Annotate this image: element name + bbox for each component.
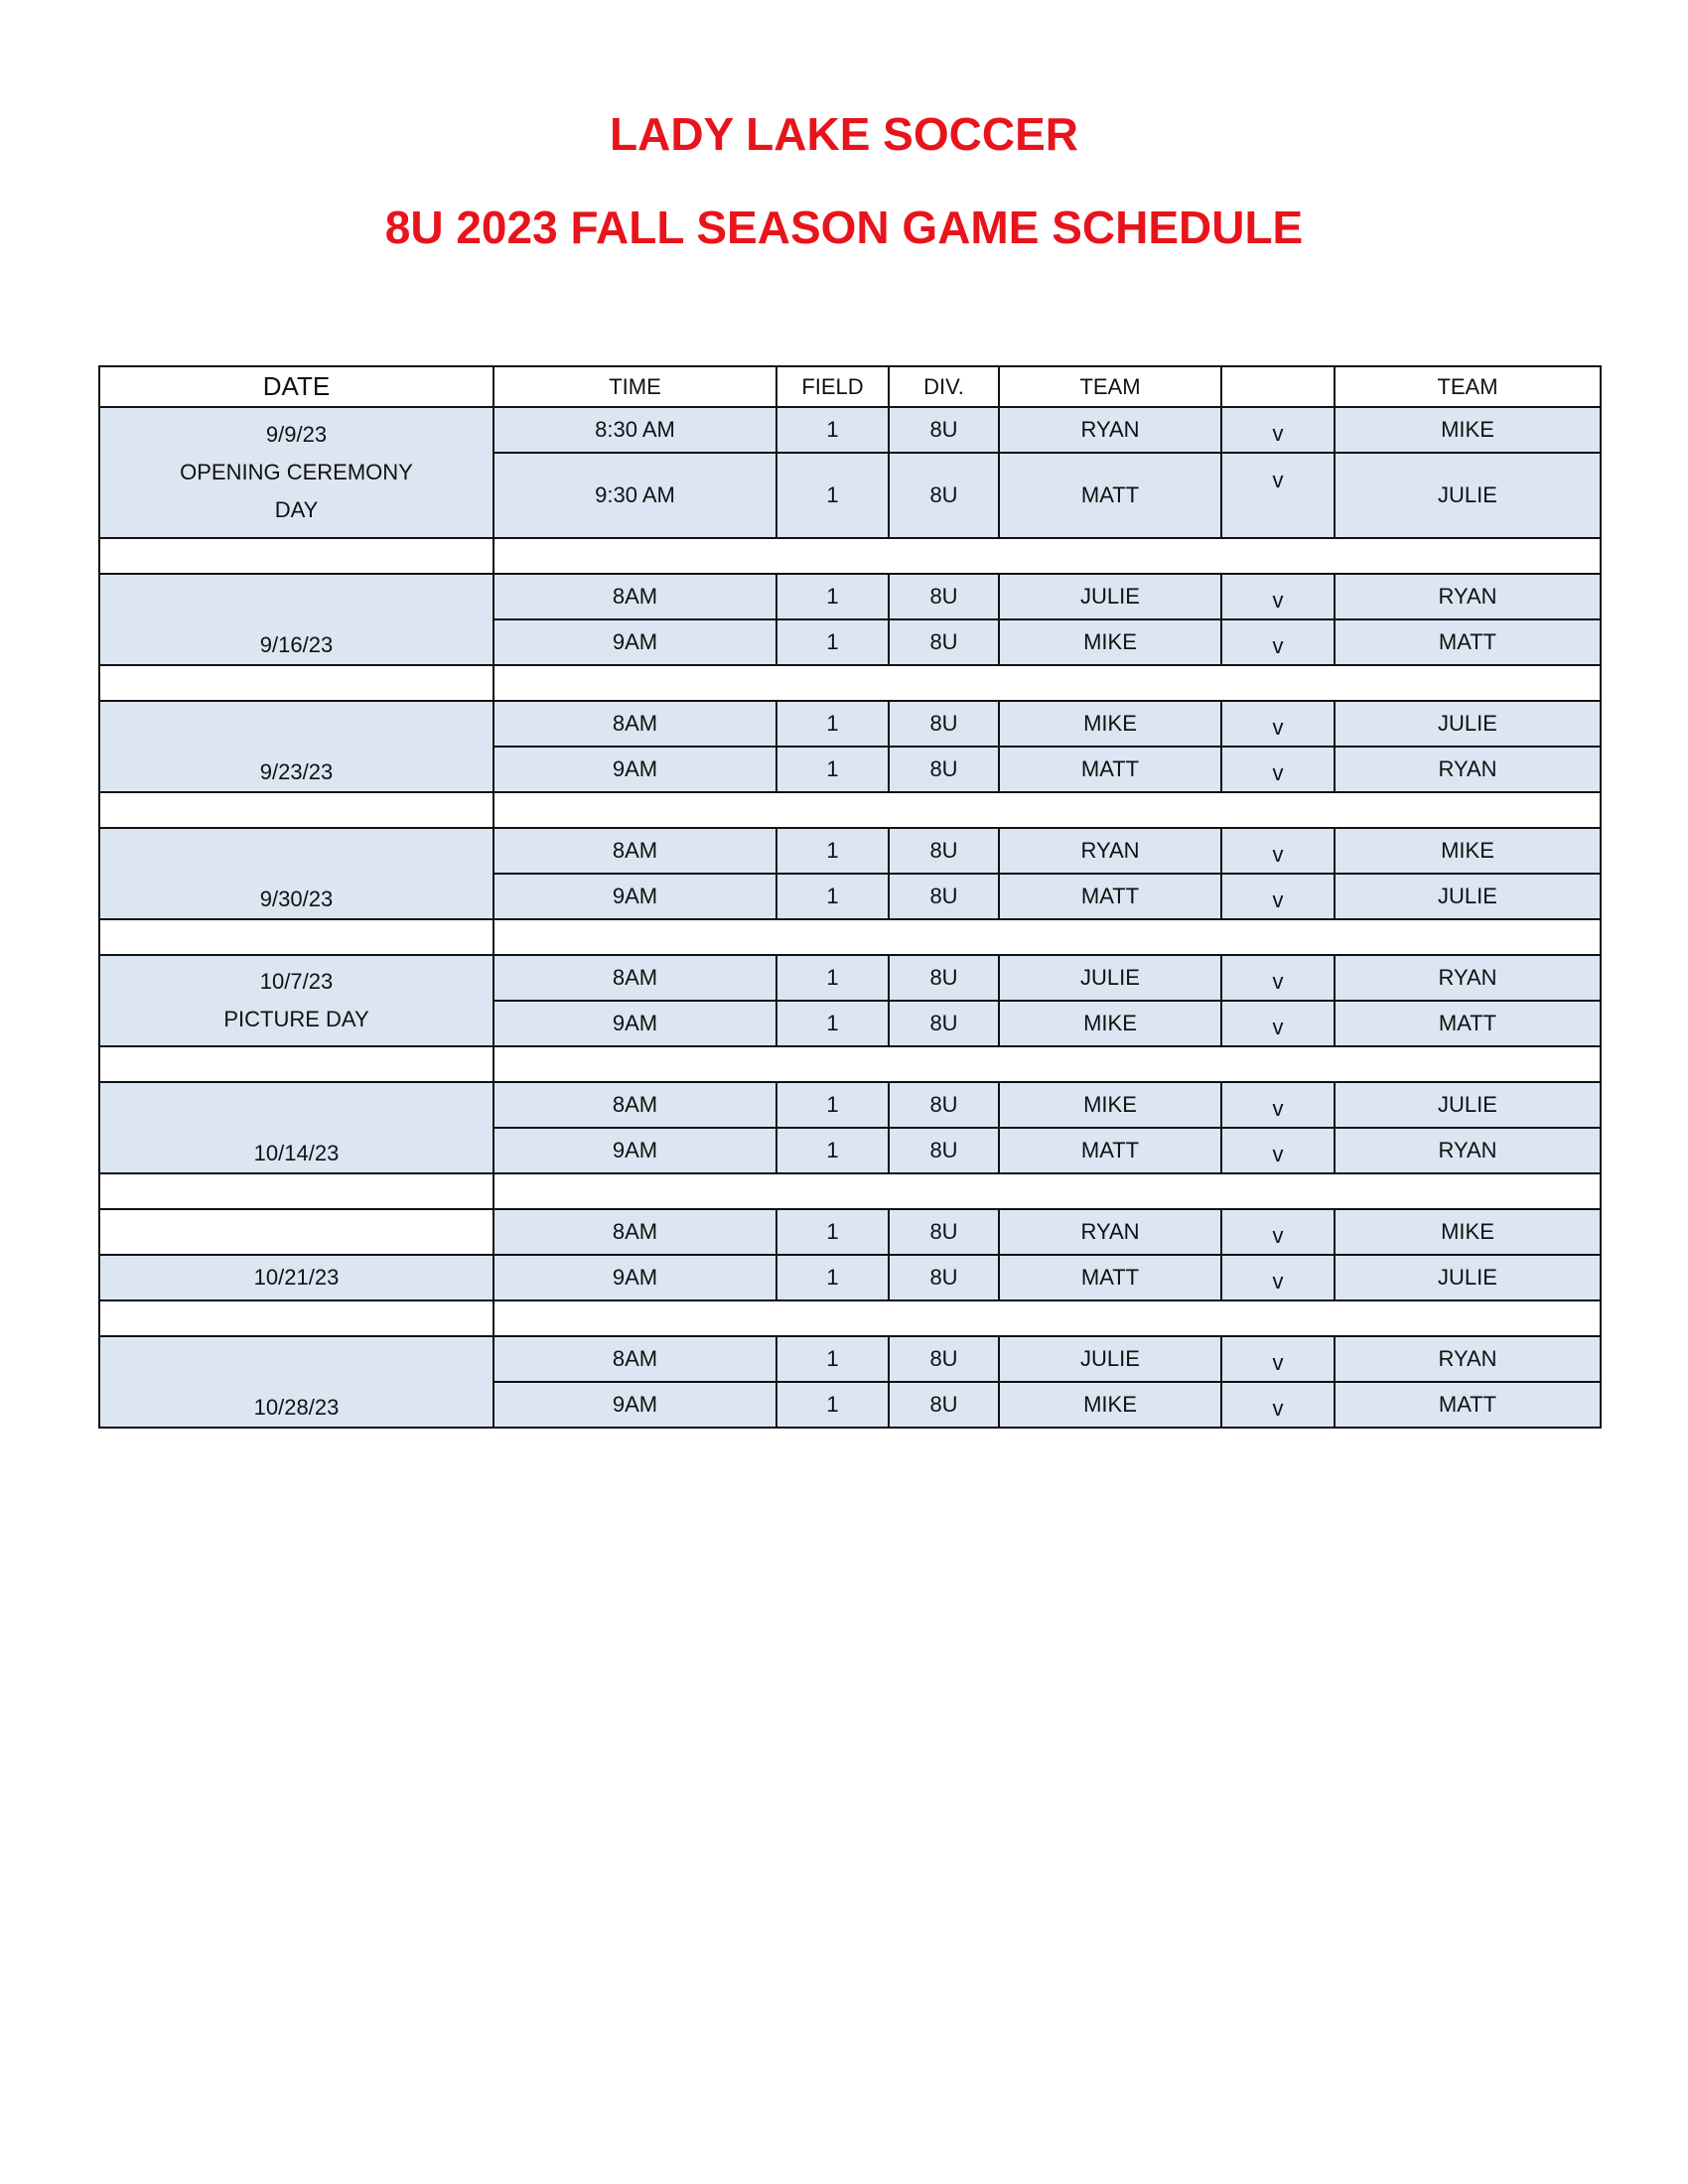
away-team: JULIE bbox=[1335, 874, 1601, 919]
home-team: RYAN bbox=[999, 1209, 1221, 1255]
date-note: OPENING CEREMONY bbox=[180, 460, 413, 484]
away-team: RYAN bbox=[1335, 1336, 1601, 1382]
game-division: 8U bbox=[889, 1128, 999, 1173]
home-team: MATT bbox=[999, 1128, 1221, 1173]
game-time: 8AM bbox=[493, 955, 776, 1001]
game-division: 8U bbox=[889, 1382, 999, 1428]
versus-label: v bbox=[1221, 1128, 1335, 1173]
game-time: 9AM bbox=[493, 1128, 776, 1173]
date-cell bbox=[99, 407, 493, 538]
versus-label: v bbox=[1221, 407, 1335, 453]
game-division: 8U bbox=[889, 747, 999, 792]
versus-label: v bbox=[1221, 619, 1335, 665]
spacer-row bbox=[99, 538, 1601, 574]
versus-label: v bbox=[1221, 453, 1335, 538]
away-team: JULIE bbox=[1335, 1082, 1601, 1128]
date-note: DAY bbox=[274, 497, 319, 522]
away-team: RYAN bbox=[1335, 747, 1601, 792]
versus-label: v bbox=[1221, 874, 1335, 919]
game-field: 1 bbox=[776, 1128, 889, 1173]
game-division: 8U bbox=[889, 453, 999, 538]
home-team: JULIE bbox=[999, 955, 1221, 1001]
date-label: 10/7/23 bbox=[259, 969, 334, 994]
versus-label: v bbox=[1221, 701, 1335, 747]
spacer-row bbox=[99, 1300, 1601, 1336]
away-team: RYAN bbox=[1335, 574, 1601, 619]
col-header-team-home: TEAM bbox=[999, 366, 1221, 407]
page-subtitle: 8U 2023 FALL SEASON GAME SCHEDULE bbox=[384, 202, 1304, 253]
home-team: MIKE bbox=[999, 701, 1221, 747]
date-label: 9/9/23 bbox=[265, 422, 328, 447]
away-team: MIKE bbox=[1335, 407, 1601, 453]
game-division: 8U bbox=[889, 407, 999, 453]
date-cell bbox=[99, 1082, 493, 1173]
game-row bbox=[99, 1209, 1601, 1255]
home-team: MIKE bbox=[999, 1382, 1221, 1428]
date-label: 9/30/23 bbox=[259, 887, 334, 911]
home-team: RYAN bbox=[999, 828, 1221, 874]
game-time: 8AM bbox=[493, 1082, 776, 1128]
game-division: 8U bbox=[889, 1001, 999, 1046]
game-field: 1 bbox=[776, 619, 889, 665]
versus-label: v bbox=[1221, 1382, 1335, 1428]
game-time: 8AM bbox=[493, 828, 776, 874]
home-team: JULIE bbox=[999, 1336, 1221, 1382]
date-label: 10/21/23 bbox=[253, 1265, 340, 1290]
game-row bbox=[99, 407, 1601, 453]
away-team: MIKE bbox=[1335, 1209, 1601, 1255]
game-field: 1 bbox=[776, 1255, 889, 1300]
game-field: 1 bbox=[776, 747, 889, 792]
away-team: RYAN bbox=[1335, 955, 1601, 1001]
game-time: 8:30 AM bbox=[493, 407, 776, 453]
col-header-time: TIME bbox=[493, 366, 776, 407]
game-field: 1 bbox=[776, 1336, 889, 1382]
game-time: 8AM bbox=[493, 1336, 776, 1382]
game-division: 8U bbox=[889, 874, 999, 919]
game-field: 1 bbox=[776, 1001, 889, 1046]
game-time: 9AM bbox=[493, 1255, 776, 1300]
date-label: 9/23/23 bbox=[259, 759, 334, 784]
home-team: MATT bbox=[999, 747, 1221, 792]
game-field: 1 bbox=[776, 574, 889, 619]
game-division: 8U bbox=[889, 1336, 999, 1382]
versus-label: v bbox=[1221, 1209, 1335, 1255]
game-row bbox=[99, 701, 1601, 747]
game-field: 1 bbox=[776, 453, 889, 538]
game-division: 8U bbox=[889, 1255, 999, 1300]
spacer-row bbox=[99, 665, 1601, 701]
date-cell-blank bbox=[99, 1209, 493, 1255]
home-team: RYAN bbox=[999, 407, 1221, 453]
col-header-date: DATE bbox=[99, 366, 493, 407]
home-team: MATT bbox=[999, 453, 1221, 538]
date-cell bbox=[99, 701, 493, 792]
game-row bbox=[99, 828, 1601, 874]
versus-label: v bbox=[1221, 828, 1335, 874]
versus-label: v bbox=[1221, 747, 1335, 792]
game-time: 9AM bbox=[493, 874, 776, 919]
home-team: MIKE bbox=[999, 1082, 1221, 1128]
home-team: JULIE bbox=[999, 574, 1221, 619]
game-time: 9AM bbox=[493, 747, 776, 792]
game-field: 1 bbox=[776, 828, 889, 874]
date-label: 10/14/23 bbox=[253, 1141, 340, 1165]
versus-label: v bbox=[1221, 574, 1335, 619]
schedule-table bbox=[98, 365, 1602, 1429]
versus-label: v bbox=[1221, 955, 1335, 1001]
spacer-row bbox=[99, 1046, 1601, 1082]
game-row bbox=[99, 1255, 1601, 1300]
away-team: MIKE bbox=[1335, 828, 1601, 874]
header-row bbox=[99, 366, 1601, 407]
away-team: JULIE bbox=[1335, 1255, 1601, 1300]
date-cell bbox=[99, 955, 493, 1046]
game-time: 9AM bbox=[493, 1001, 776, 1046]
game-division: 8U bbox=[889, 1082, 999, 1128]
game-time: 8AM bbox=[493, 574, 776, 619]
away-team: RYAN bbox=[1335, 1128, 1601, 1173]
game-field: 1 bbox=[776, 874, 889, 919]
game-field: 1 bbox=[776, 1082, 889, 1128]
date-label: 10/28/23 bbox=[253, 1395, 340, 1420]
game-field: 1 bbox=[776, 407, 889, 453]
game-row bbox=[99, 1336, 1601, 1382]
col-header-team-away: TEAM bbox=[1335, 366, 1601, 407]
away-team: MATT bbox=[1335, 619, 1601, 665]
game-division: 8U bbox=[889, 1209, 999, 1255]
date-note: PICTURE DAY bbox=[223, 1007, 369, 1031]
away-team: JULIE bbox=[1335, 701, 1601, 747]
game-field: 1 bbox=[776, 955, 889, 1001]
game-row bbox=[99, 955, 1601, 1001]
col-header-div: DIV. bbox=[889, 366, 999, 407]
versus-label: v bbox=[1221, 1336, 1335, 1382]
spacer-row bbox=[99, 919, 1601, 955]
away-team: JULIE bbox=[1335, 453, 1601, 538]
game-division: 8U bbox=[889, 828, 999, 874]
date-cell bbox=[99, 1336, 493, 1428]
game-time: 9AM bbox=[493, 1382, 776, 1428]
versus-label: v bbox=[1221, 1082, 1335, 1128]
col-header-vs bbox=[1221, 366, 1335, 407]
spacer-row bbox=[99, 1173, 1601, 1209]
game-time: 9AM bbox=[493, 619, 776, 665]
page-title: LADY LAKE SOCCER bbox=[610, 108, 1078, 160]
game-division: 8U bbox=[889, 701, 999, 747]
date-cell bbox=[99, 574, 493, 665]
home-team: MIKE bbox=[999, 1001, 1221, 1046]
game-field: 1 bbox=[776, 1209, 889, 1255]
game-time: 8AM bbox=[493, 1209, 776, 1255]
away-team: MATT bbox=[1335, 1382, 1601, 1428]
game-division: 8U bbox=[889, 574, 999, 619]
date-cell bbox=[99, 828, 493, 919]
home-team: MATT bbox=[999, 874, 1221, 919]
game-field: 1 bbox=[776, 1382, 889, 1428]
game-division: 8U bbox=[889, 619, 999, 665]
game-time: 9:30 AM bbox=[493, 453, 776, 538]
spacer-row bbox=[99, 792, 1601, 828]
versus-label: v bbox=[1221, 1255, 1335, 1300]
date-label: 9/16/23 bbox=[259, 632, 334, 657]
col-header-field: FIELD bbox=[776, 366, 889, 407]
versus-label: v bbox=[1221, 1001, 1335, 1046]
home-team: MIKE bbox=[999, 619, 1221, 665]
away-team: MATT bbox=[1335, 1001, 1601, 1046]
game-field: 1 bbox=[776, 701, 889, 747]
game-division: 8U bbox=[889, 955, 999, 1001]
game-row bbox=[99, 1082, 1601, 1128]
game-row bbox=[99, 574, 1601, 619]
game-time: 8AM bbox=[493, 701, 776, 747]
home-team: MATT bbox=[999, 1255, 1221, 1300]
date-cell bbox=[99, 1255, 493, 1300]
